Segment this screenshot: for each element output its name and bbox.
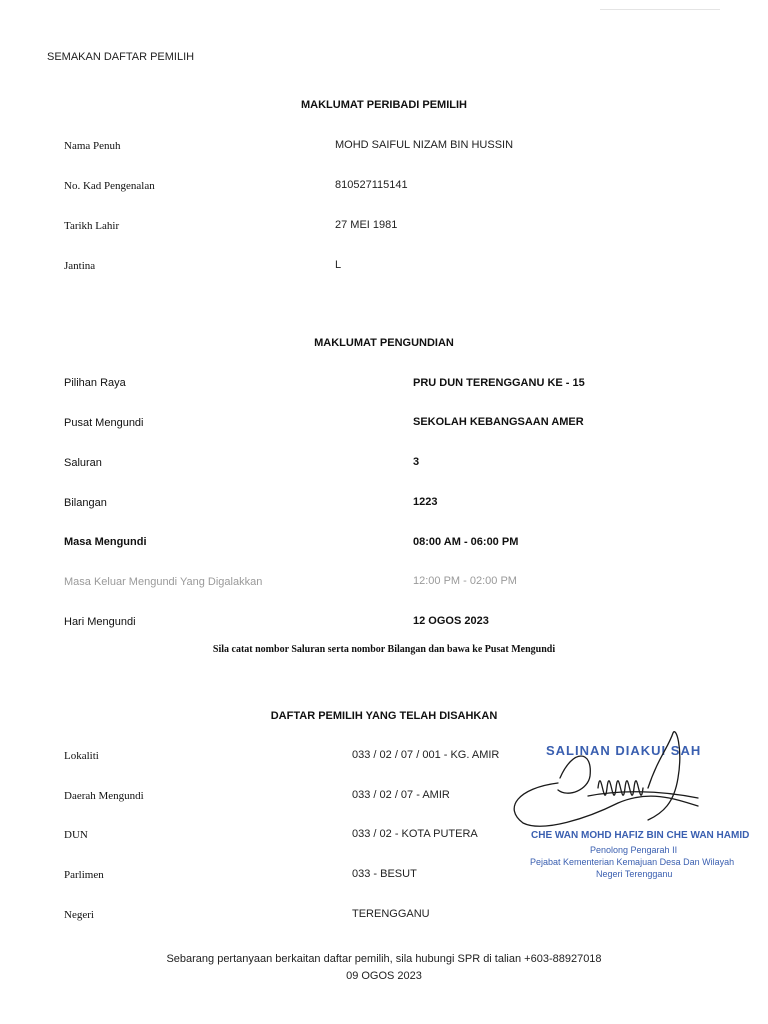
value-pusat-mengundi: SEKOLAH KEBANGSAAN AMER	[413, 416, 584, 428]
label-tarikh-lahir: Tarikh Lahir	[64, 220, 120, 232]
value-daerah-mengundi: 033 / 02 / 07 - AMIR	[352, 789, 450, 801]
voting-note: Sila catat nombor Saluran serta nombor Bilangan dan bawa ke Pusat Mengundi	[212, 644, 556, 655]
value-kad-pengenalan: 810527115141	[335, 179, 408, 191]
document-header: SEMAKAN DAFTAR PEMILIH	[47, 51, 195, 63]
value-parlimen: 033 - BESUT	[352, 868, 417, 880]
label-nama-penuh: Nama Penuh	[64, 140, 121, 152]
label-dun: DUN	[64, 829, 88, 841]
label-pusat-mengundi: Pusat Mengundi	[64, 417, 144, 429]
value-hari-mengundi: 12 OGOS 2023	[413, 615, 489, 627]
personal-section-title: MAKLUMAT PERIBADI PEMILIH	[300, 99, 467, 111]
label-pilihan-raya: Pilihan Raya	[64, 377, 126, 389]
value-pilihan-raya: PRU DUN TERENGGANU KE - 15	[413, 377, 585, 389]
label-negeri: Negeri	[64, 909, 94, 921]
label-saluran: Saluran	[64, 457, 102, 469]
value-lokaliti: 033 / 02 / 07 / 001 - KG. AMIR	[352, 749, 500, 761]
voting-section-title: MAKLUMAT PENGUNDIAN	[314, 337, 454, 349]
label-parlimen: Parlimen	[64, 869, 104, 881]
value-saluran: 3	[413, 456, 420, 468]
stamp-office-state: Negeri Terengganu	[596, 869, 673, 879]
value-masa-mengundi: 08:00 AM - 06:00 PM	[413, 536, 519, 548]
label-bilangan: Bilangan	[64, 497, 107, 509]
stamp-officer-name: CHE WAN MOHD HAFIZ BIN CHE WAN HAMID	[531, 830, 750, 841]
value-dun: 033 / 02 - KOTA PUTERA	[352, 828, 478, 840]
stamp-officer-title: Penolong Pengarah II	[590, 845, 678, 855]
footer-contact: Sebarang pertanyaan berkaitan daftar pemilih, sila hubungi SPR di talian +603-88927018	[166, 953, 602, 965]
value-negeri: TERENGGANU	[352, 908, 430, 920]
label-jantina: Jantina	[64, 260, 96, 272]
label-masa-mengundi: Masa Mengundi	[64, 536, 147, 548]
value-bilangan: 1223	[413, 496, 438, 508]
label-daerah-mengundi: Daerah Mengundi	[64, 790, 144, 802]
stamp-title: SALINAN DIAKUI SAH	[546, 743, 702, 758]
label-masa-keluar: Masa Keluar Mengundi Yang Digalakkan	[64, 576, 263, 588]
registry-section-title: DAFTAR PEMILIH YANG TELAH DISAHKAN	[270, 710, 498, 722]
value-masa-keluar: 12:00 PM - 02:00 PM	[413, 575, 517, 587]
label-lokaliti: Lokaliti	[64, 750, 99, 762]
footer-date: 09 OGOS 2023	[346, 970, 422, 982]
label-hari-mengundi: Hari Mengundi	[64, 616, 136, 628]
stamp-office-name: Pejabat Kementerian Kemajuan Desa Dan Wilayah	[530, 857, 735, 867]
value-tarikh-lahir: 27 MEI 1981	[335, 219, 398, 231]
label-kad-pengenalan: No. Kad Pengenalan	[64, 180, 155, 192]
value-jantina: L	[335, 259, 342, 271]
signature-mark	[498, 728, 728, 838]
value-nama-penuh: MOHD SAIFUL NIZAM BIN HUSSIN	[335, 139, 514, 151]
scan-mark	[600, 9, 720, 10]
